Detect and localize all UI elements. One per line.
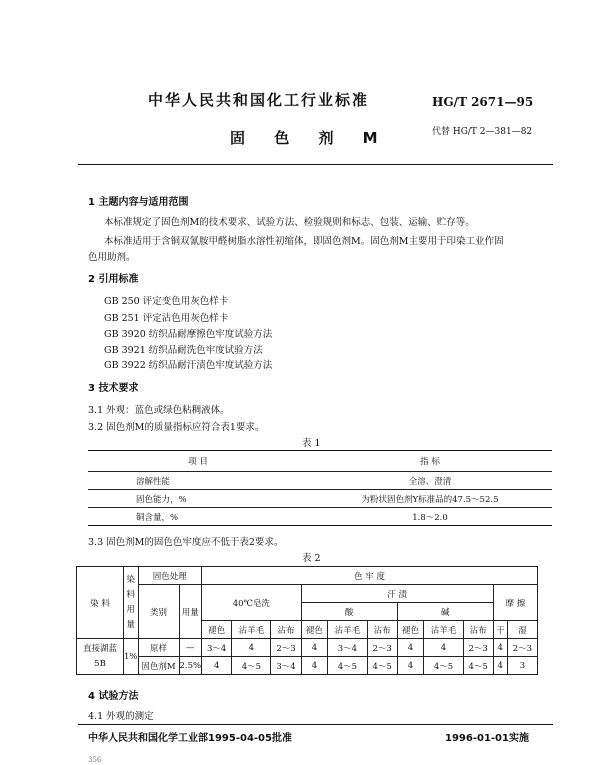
table2-cell: 3～4: [328, 639, 367, 657]
table-row: [88, 490, 552, 508]
ref-gb3920: GB 3920 纺织品耐摩擦色牢度试验方法: [104, 329, 273, 340]
table2-sub: 沾布: [367, 621, 397, 639]
table2-cell: 4: [493, 657, 507, 675]
effective-date: 1996-01-01实施: [445, 733, 529, 744]
item-3-3: 3.3 固色剂M的固色色牢度应不低于表2要求。: [88, 537, 284, 548]
table2-h-soap: 40℃皂洗: [202, 585, 301, 621]
table2-h-rub: 摩 擦: [493, 585, 537, 621]
table2-dye-name: [77, 639, 124, 675]
table2-cell: 2～3: [507, 639, 537, 657]
table2-type: 固色剂M: [138, 657, 179, 675]
table2-h-dye: 染 料: [77, 567, 124, 639]
item-4-1: 4.1 外观的测定: [88, 711, 154, 722]
table2-amount: 2.5%: [179, 657, 202, 675]
table2-cell: 4: [301, 657, 328, 675]
table2-cell: 4～5: [367, 657, 397, 675]
section4-heading: 4 试验方法: [88, 691, 139, 702]
ref-gb3922: GB 3922 纺织品耐汗渍色牢度试验方法: [104, 360, 273, 371]
table2-sub: 沾布: [271, 621, 301, 639]
table2-h-dry: 干: [493, 621, 507, 639]
table1: [88, 450, 552, 526]
section1-para2a: 本标准适用于含铜双氰胺甲醛树脂水溶性初缩体，即固色剂M。固色剂M主要用于印染工业作固: [104, 236, 504, 247]
table2-cell: 4～5: [232, 657, 271, 675]
table-row: [88, 472, 552, 490]
issuer-title: 中华人民共和国化工行业标准: [148, 91, 370, 109]
table-row: [77, 639, 538, 657]
table2-sub: 褪色: [301, 621, 328, 639]
table2-cell: 4～5: [328, 657, 367, 675]
item-3-2: 3.2 固色剂M的质量指标应符合表1要求。: [88, 422, 265, 433]
table2-cell: 4: [493, 639, 507, 657]
table-row: [77, 657, 538, 675]
table2-cell: 2～3: [271, 639, 301, 657]
table2-type: 原样: [138, 639, 179, 657]
section2-heading: 2 引用标准: [88, 274, 139, 285]
ref-gb3921: GB 3921 纺织品耐洗色牢度试验方法: [104, 345, 263, 356]
table2-h-fastness: 色 牢 度: [202, 567, 538, 585]
table2-h-sweat: 汗 渍: [301, 585, 493, 603]
table2-cell: 4～5: [424, 657, 463, 675]
table2-h-dose: 染料用量: [124, 567, 139, 639]
table-row: [88, 508, 552, 526]
table2-sub: 沾羊毛: [232, 621, 271, 639]
table2-sub: 沾布: [463, 621, 493, 639]
standard-code: HG/T 2671—95: [432, 95, 534, 109]
footer-rule: [78, 724, 553, 725]
table1-header-row: [88, 451, 552, 472]
table2-cell: 4: [202, 657, 232, 675]
table2-h-alkali: 碱: [397, 603, 493, 621]
table2-cell: 4: [232, 639, 271, 657]
table2-cell: 3～4: [202, 639, 232, 657]
table2-dye-code: 5B: [94, 658, 106, 669]
section1-para1: 本标准规定了固色剂M的技术要求、试验方法、检验规则和标志、包装、运输、贮存等。: [104, 217, 475, 228]
approval-note: 中华人民共和国化学工业部1995-04-05批准: [88, 733, 292, 744]
table1-caption: 表 1: [302, 438, 321, 449]
section1-para2b: 色用助剂。: [88, 252, 136, 263]
table1-value: 全溶、澄清: [308, 472, 552, 490]
table1-item: 铜含量，%: [88, 508, 308, 526]
table1-col-index: 指 标: [308, 451, 552, 472]
section1-heading: 1 主题内容与适用范围: [88, 197, 189, 208]
table2-h-amount: 用量: [179, 585, 202, 639]
section3-heading: 3 技术要求: [88, 383, 139, 394]
page-number: 356: [88, 756, 102, 764]
table2-amount: —: [179, 639, 202, 657]
ref-gb250: GB 250 评定变色用灰色样卡: [104, 296, 229, 307]
table2-h-wet: 湿: [507, 621, 537, 639]
table2-h-fix: 固色处理: [138, 567, 202, 585]
table2-sub: 褪色: [202, 621, 232, 639]
table2-cell: 2～3: [367, 639, 397, 657]
table2-cell: 4～5: [463, 657, 493, 675]
table1-item: 溶解性能: [88, 472, 308, 490]
table2-sub: 褪色: [397, 621, 424, 639]
item-3-1: 3.1 外观：蓝色或绿色粘稠液体。: [88, 405, 230, 416]
table1-value: 为粉状固色剂Y标准品的47.5～52.5: [308, 490, 552, 508]
header-rule: [78, 164, 553, 165]
table1-item: 固色能力，%: [88, 490, 308, 508]
table2-sub: 沾羊毛: [424, 621, 463, 639]
table2-cell: 3～4: [271, 657, 301, 675]
replaces-note: 代替 HG/T 2—381—82: [432, 127, 533, 137]
table2-cell: 3: [507, 657, 537, 675]
table2-cell: 4: [397, 657, 424, 675]
table2-cell: 4: [424, 639, 463, 657]
table2-h-type: 类别: [138, 585, 179, 639]
table2-dye-name-text: 直接湖蓝: [82, 643, 117, 654]
table2-sub: 沾羊毛: [328, 621, 367, 639]
table2-caption: 表 2: [302, 553, 321, 564]
table2: [76, 566, 538, 675]
table2-cell: 2～3: [463, 639, 493, 657]
ref-gb251: GB 251 评定沾色用灰色样卡: [104, 313, 229, 324]
table2-cell: 4: [301, 639, 328, 657]
table1-col-item: 项 目: [88, 451, 308, 472]
table2-dose: 1%: [124, 639, 139, 675]
table2-h-acid: 酸: [301, 603, 397, 621]
table1-value: 1.8～2.0: [308, 508, 552, 526]
document-title: 固 色 剂 M: [230, 129, 390, 147]
table2-cell: 4: [397, 639, 424, 657]
